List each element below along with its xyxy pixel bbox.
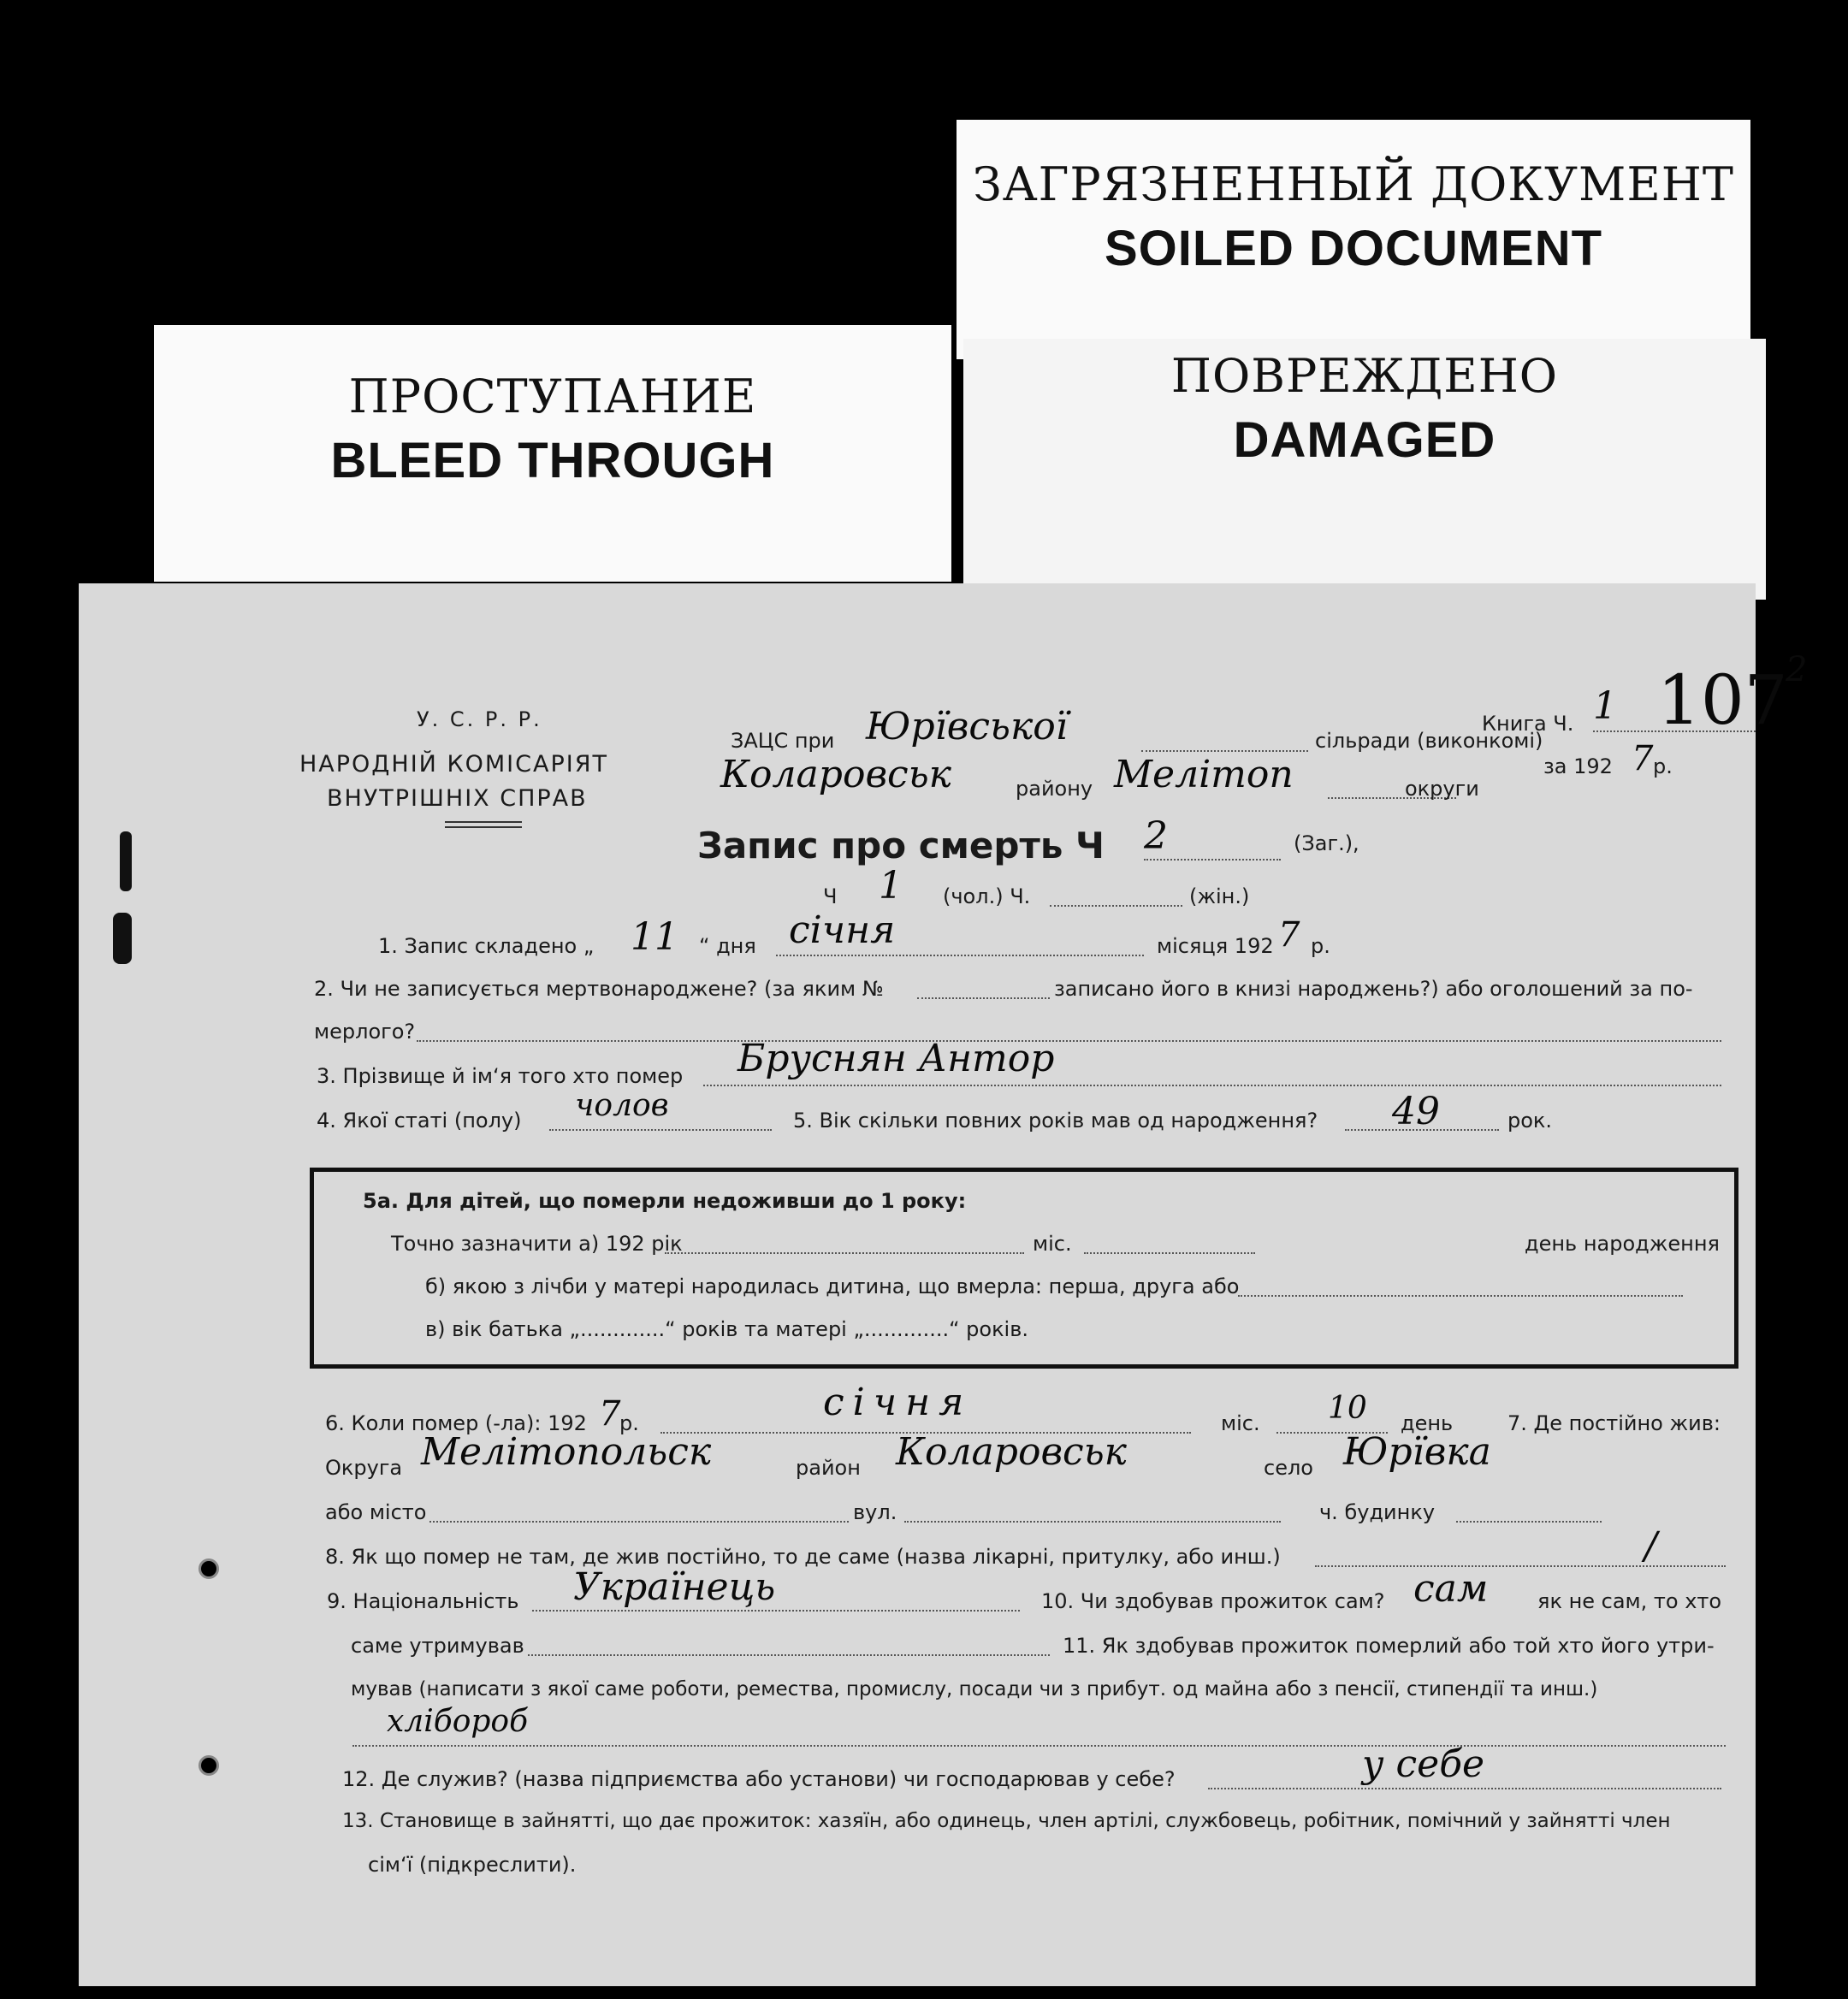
row10-cont: саме утримував bbox=[351, 1634, 524, 1658]
budynku-label: ч. будинку bbox=[1319, 1500, 1436, 1524]
dotted-line bbox=[917, 997, 1050, 999]
row1-label: 1. Запис складено „ bbox=[378, 934, 595, 958]
soiled-ru-label: ЗАГРЯЗНЕННЫЙ ДОКУМЕНТ bbox=[973, 157, 1734, 211]
infant-a-mis: міс. bbox=[1033, 1232, 1072, 1256]
dotted-line bbox=[703, 1085, 1721, 1086]
zags-value: Юрївської bbox=[866, 705, 1068, 748]
damaged-card bbox=[963, 339, 1766, 600]
sex-value: чолов bbox=[575, 1088, 669, 1123]
row10-tail: як не сам, то хто bbox=[1537, 1589, 1722, 1613]
okruga-label: Округа bbox=[325, 1456, 403, 1480]
damaged-en-label: DAMAGED bbox=[1233, 412, 1496, 468]
selo-value: Юрївка bbox=[1343, 1430, 1491, 1474]
row13-label: 13. Становище в зайнятті, що дає прожиток: хазяїн, або одинець, член артілі, службовець, робітник, помічний у зайнятті член bbox=[342, 1810, 1671, 1832]
divider bbox=[445, 821, 522, 823]
soiled-en-label: SOILED DOCUMENT bbox=[1104, 221, 1603, 276]
infant-title: 5а. Для дітей, що померли недоживши до 1 року: bbox=[363, 1189, 967, 1213]
row7-label: 7. Де постійно жив: bbox=[1507, 1411, 1721, 1435]
death-day: 10 bbox=[1328, 1391, 1367, 1426]
bleed-en-label: BLEED THROUGH bbox=[330, 433, 775, 488]
row4-label: 4. Якої статі (полу) bbox=[317, 1109, 522, 1133]
zags-label: ЗАЦС при bbox=[731, 729, 835, 753]
stamp-number: 107 bbox=[1657, 660, 1788, 740]
rayon-value: Коларовськ bbox=[896, 1430, 1127, 1474]
record-number: 2 bbox=[1144, 814, 1168, 858]
okrug-label: округи bbox=[1405, 777, 1479, 801]
infant-a-end: день народження bbox=[1525, 1232, 1720, 1256]
selo-label: село bbox=[1264, 1456, 1313, 1480]
ch-label: Ч bbox=[823, 884, 838, 908]
infant-section bbox=[310, 1168, 1738, 1369]
death-month: січня bbox=[823, 1381, 973, 1424]
row5-suffix: рок. bbox=[1507, 1109, 1553, 1133]
male-label: (чол.) Ч. bbox=[943, 884, 1031, 908]
row1-year: 7 bbox=[1278, 915, 1300, 955]
punch-hole bbox=[198, 1558, 219, 1579]
dotted-line bbox=[776, 955, 1144, 956]
book-value: 1 bbox=[1593, 684, 1617, 728]
damaged-ru-label: ПОВРЕЖДЕНО bbox=[1170, 349, 1559, 403]
org-ussr: У. С. Р. Р. bbox=[417, 707, 542, 731]
silrady-label: сільради (виконкомі) bbox=[1315, 729, 1543, 753]
vul-label: вул. bbox=[853, 1500, 897, 1524]
dotted-line bbox=[1238, 1295, 1683, 1297]
row1-day-label: “ дня bbox=[699, 934, 756, 958]
row6-label: 6. Коли помер (-ла): 192 bbox=[325, 1411, 587, 1435]
ink-blot bbox=[113, 913, 132, 964]
nationality-value: Українець bbox=[573, 1565, 776, 1609]
row2-label: 2. Чи не записується мертвонароджене? (за яким № bbox=[314, 977, 884, 1001]
row6-mis: міс. bbox=[1221, 1411, 1260, 1435]
soiled-document-card bbox=[957, 120, 1750, 359]
row12-label: 12. Де служив? (назва підприємства або установи) чи господарював у себе? bbox=[342, 1767, 1176, 1791]
row3-label: 3. Прізвище й ім‘я того хто помер bbox=[317, 1064, 684, 1088]
row9-label: 9. Національність bbox=[327, 1589, 519, 1613]
ink-blot bbox=[120, 831, 132, 891]
dotted-line bbox=[532, 1610, 1020, 1612]
row13-cont: сім‘ї (підкреслити). bbox=[368, 1853, 577, 1877]
divider bbox=[445, 826, 522, 828]
row5-label: 5. Вік скільки повних років мав од народження? bbox=[793, 1109, 1318, 1133]
dotted-line bbox=[1084, 1252, 1255, 1254]
age-value: 49 bbox=[1392, 1090, 1440, 1133]
bleed-through-card bbox=[154, 325, 951, 582]
book-label: Книга Ч. bbox=[1482, 712, 1574, 736]
misto-label: або місто bbox=[325, 1500, 427, 1524]
row6-day-label: день bbox=[1401, 1411, 1454, 1435]
death-year: 7 bbox=[599, 1394, 621, 1434]
dotted-line bbox=[1141, 750, 1308, 752]
dotted-line bbox=[549, 1129, 772, 1131]
row1-month-label: місяця 192 bbox=[1157, 934, 1274, 958]
row1-month: січня bbox=[789, 908, 896, 952]
row11-cont: мував (написати з якої саме роботи, ремества, промислу, посади чи з прибут. од майна або з пенсії, стипендії та инш.) bbox=[351, 1678, 1598, 1700]
form-title: Запис про смерть Ч bbox=[697, 825, 1105, 866]
death-record-form bbox=[79, 583, 1808, 1986]
dotted-line bbox=[665, 1252, 1024, 1254]
dotted-line bbox=[1208, 1788, 1721, 1789]
infant-b: б) якою з лічби у матері народилась дитина, що вмерла: перша, друга або bbox=[425, 1275, 1240, 1298]
dotted-line bbox=[429, 1521, 849, 1523]
dotted-line bbox=[1345, 1129, 1499, 1131]
dotted-line bbox=[1315, 1565, 1726, 1567]
dotted-line bbox=[1456, 1521, 1602, 1523]
zag-label: (Заг.), bbox=[1294, 831, 1359, 855]
dotted-line bbox=[1144, 859, 1281, 861]
district-value: Коларовськ bbox=[720, 753, 951, 796]
infant-a: Точно зазначити а) 192 рік bbox=[391, 1232, 683, 1256]
row1-suffix: р. bbox=[1311, 934, 1330, 958]
row10-label: 10. Чи здобував прожиток сам? bbox=[1041, 1589, 1385, 1613]
deceased-name: Бруснян Антор bbox=[737, 1037, 1055, 1080]
dotted-line bbox=[1050, 905, 1182, 907]
dotted-line bbox=[417, 1040, 1721, 1042]
row8-value: / bbox=[1644, 1524, 1657, 1568]
row2-label-cont: записано його в книзі народжень?) або оголошений за по- bbox=[1054, 977, 1693, 1001]
district-label: району bbox=[1016, 777, 1093, 801]
okruga-value: Мелітопольск bbox=[421, 1430, 712, 1474]
org-commissariat: НАРОДНІЙ КОМІСАРІЯТ bbox=[299, 751, 608, 778]
row6-r: р. bbox=[619, 1411, 639, 1435]
rayon-label: район bbox=[796, 1456, 861, 1480]
bleed-ru-label: ПРОСТУПАНИЕ bbox=[348, 370, 757, 423]
year-digit: 7 bbox=[1632, 739, 1654, 778]
year-suffix: р. bbox=[1653, 754, 1673, 778]
year-label: за 192 bbox=[1543, 754, 1613, 778]
male-count: 1 bbox=[879, 864, 903, 908]
row2-label-end: мерлого? bbox=[314, 1020, 416, 1044]
row8-label: 8. Як що помер не там, де жив постійно, то де саме (назва лікарні, притулку, або инш.) bbox=[325, 1545, 1281, 1569]
row1-day: 11 bbox=[631, 915, 678, 959]
workplace-value: у себе bbox=[1362, 1742, 1485, 1786]
dotted-line bbox=[904, 1521, 1281, 1523]
self-support-value: сам bbox=[1413, 1567, 1489, 1611]
dotted-line bbox=[1593, 730, 1756, 732]
row11-label: 11. Як здобував прожиток померлий або той хто його утри- bbox=[1063, 1634, 1715, 1658]
punch-hole bbox=[198, 1755, 219, 1776]
stamp-sup: 2 bbox=[1786, 650, 1808, 689]
org-internal-affairs: ВНУТРІШНІХ СПРАВ bbox=[327, 785, 588, 812]
female-label: (жін.) bbox=[1189, 884, 1250, 908]
dotted-line bbox=[528, 1654, 1050, 1656]
okrug-value: Мелітоп bbox=[1114, 753, 1294, 796]
occupation-value: хлібороб bbox=[387, 1704, 529, 1739]
infant-c: в) вік батька „.............“ років та матері „.............“ років. bbox=[425, 1317, 1028, 1341]
dotted-line bbox=[352, 1745, 1726, 1747]
